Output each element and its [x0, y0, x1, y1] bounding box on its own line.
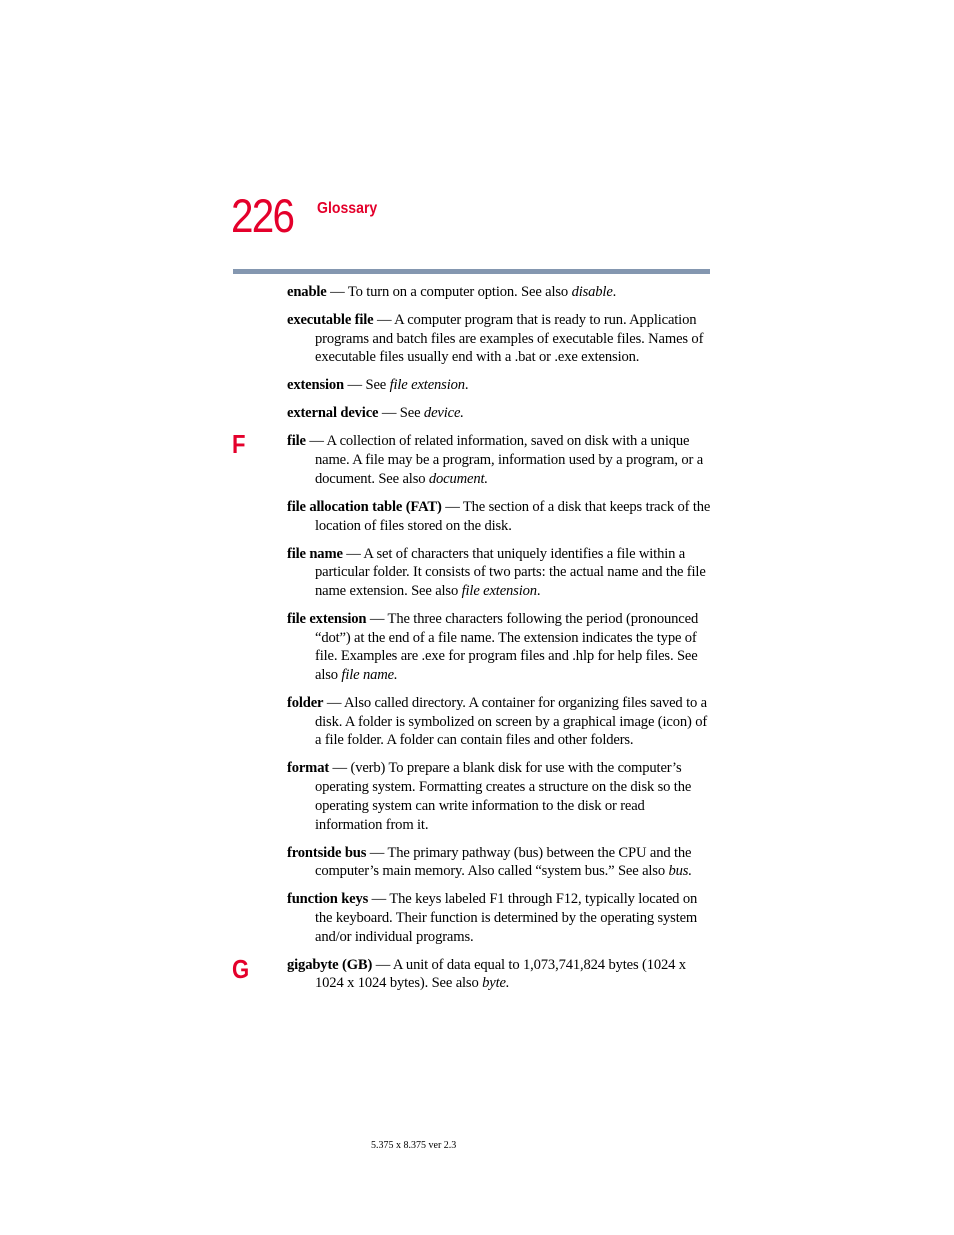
glossary-term: file allocation table (FAT) [287, 498, 442, 515]
glossary-term: gigabyte (GB) [287, 956, 373, 973]
glossary-term: format [287, 760, 330, 777]
glossary-definition: — A collection of related information, saved on disk with a unique name. A file may be a program, information used by a program, or a document. See also [305, 433, 704, 487]
section-letter-g: G [232, 954, 250, 984]
glossary-punctuation: . [536, 582, 541, 599]
glossary-entry [287, 311, 711, 367]
glossary-cross-reference: device. [423, 405, 464, 422]
glossary-term: file name [287, 545, 343, 562]
section-letter-f: F [232, 429, 246, 459]
glossary-term: executable file [287, 312, 374, 328]
glossary-entry [287, 694, 711, 750]
glossary-term: file extension [287, 610, 367, 627]
glossary-entry [287, 283, 711, 302]
glossary-definition: — The three characters following the period (pronounced “dot”) at the end of a file name. The extension indicates the type of file. Examples are .exe for program files and .hlp for help files. See also [315, 610, 699, 684]
glossary-cross-reference: bus. [668, 863, 692, 880]
glossary-entries [287, 283, 711, 1002]
glossary-term: file [287, 433, 306, 450]
glossary-definition: — A set of characters that uniquely identifies a file within a particular folder. It consists of two parts: the actual name and the file name extension. See also [315, 545, 706, 599]
glossary-punctuation: . [464, 377, 469, 394]
glossary-cross-reference: document. [428, 470, 488, 487]
glossary-definition: — The keys labeled F1 through F12, typically located on the keyboard. Their function is determined by the operating system and/or individual programs. [315, 891, 698, 945]
glossary-cross-reference: disable [571, 284, 613, 300]
glossary-cross-reference: byte. [482, 975, 510, 992]
glossary-entry [287, 404, 711, 423]
glossary-definition: — See [344, 377, 390, 394]
section-title: Glossary [317, 200, 378, 217]
glossary-entry [287, 844, 711, 881]
glossary-entry [287, 890, 711, 946]
glossary-term: extension [287, 377, 345, 394]
glossary-entry [287, 610, 711, 685]
glossary-term: frontside bus [287, 844, 367, 861]
glossary-entry [287, 545, 711, 601]
glossary-definition: — (verb) To prepare a blank disk for use with the computer’s operating system. Formatting creates a structure on the disk so the operating system can write information to the disk or read information from it. [315, 760, 692, 833]
glossary-term: external device [287, 405, 379, 422]
glossary-definition: — To turn on a computer option. See also [326, 284, 572, 300]
glossary-entry [287, 376, 711, 395]
glossary-definition: — A unit of data equal to 1,073,741,824 bytes (1024 x 1024 x 1024 bytes). See also [315, 956, 686, 992]
glossary-definition: — A computer program that is ready to run. Application programs and batch files are examples of executable files. Names of executable files usually end with a .bat or .exe extension. [315, 312, 704, 366]
footer-version: 5.375 x 8.375 ver 2.3 [371, 1140, 457, 1151]
page-number: 226 [231, 189, 294, 242]
glossary-entry [287, 498, 711, 535]
glossary-entry [287, 956, 711, 993]
glossary-term: function keys [287, 891, 369, 908]
glossary-cross-reference: file extension [389, 377, 465, 394]
glossary-definition: — The primary pathway (bus) between the CPU and the computer’s main memory. Also called “system bus.” See also [315, 844, 692, 880]
header-rule [233, 269, 710, 274]
glossary-definition: — See [378, 405, 424, 422]
glossary-punctuation: . [612, 284, 617, 300]
glossary-entry [287, 432, 711, 488]
glossary-definition: — Also called directory. A container for organizing files saved to a disk. A folder is symbolized on screen by a graphical image (icon) of a file folder. A folder can contain files and other folders. [315, 695, 708, 749]
glossary-term: enable [287, 284, 327, 300]
glossary-cross-reference: file name. [341, 667, 398, 684]
glossary-definition: — The section of a disk that keeps track of the location of files stored on the disk. [315, 498, 711, 534]
glossary-term: folder [287, 695, 324, 712]
glossary-cross-reference: file extension [461, 582, 537, 599]
glossary-entry [287, 759, 711, 834]
